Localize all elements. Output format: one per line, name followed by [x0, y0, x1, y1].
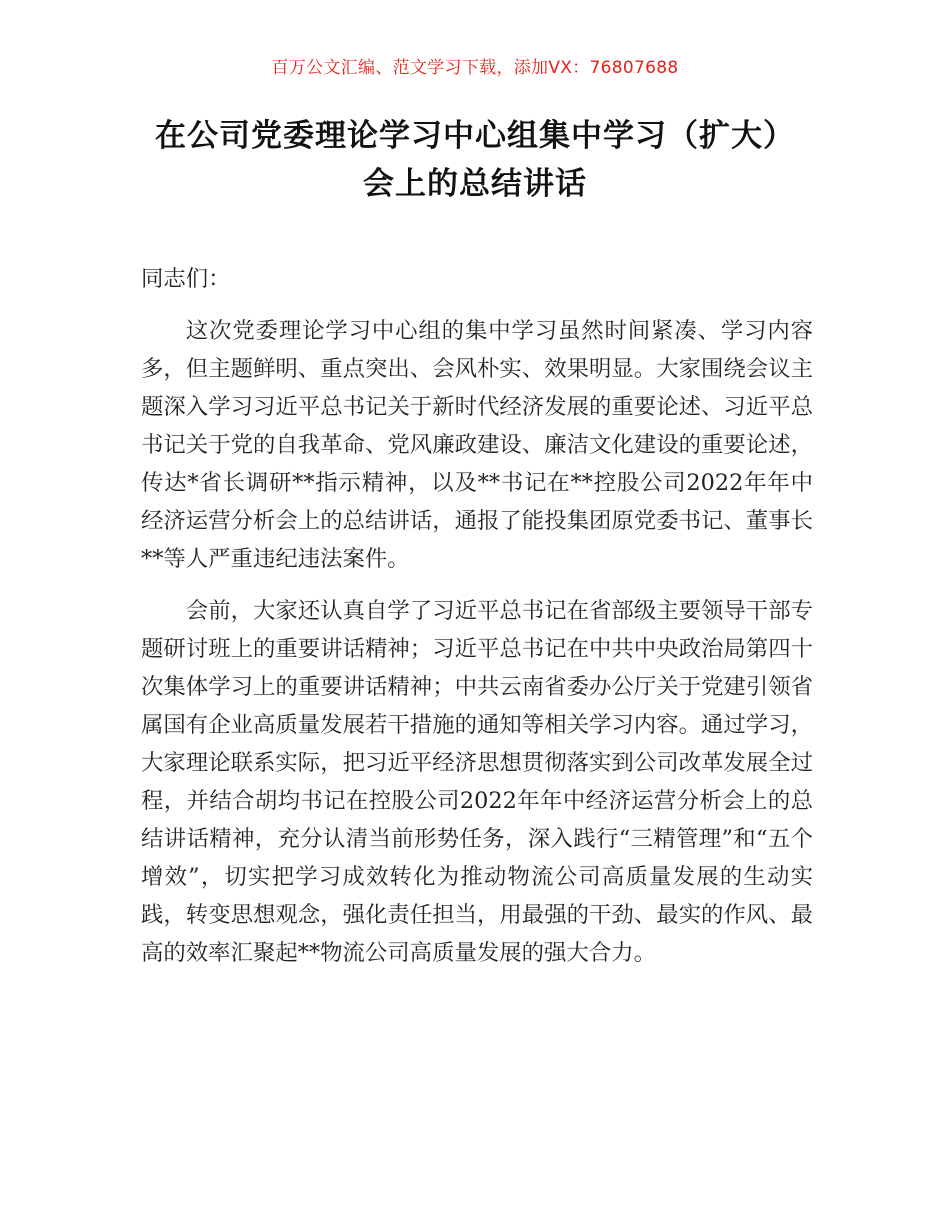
document-title: 在公司党委理论学习中心组集中学习（扩大）会上的总结讲话 — [155, 118, 795, 202]
paragraph-1: 这次党委理论学习中心组的集中学习虽然时间紧凑、学习内容多，但主题鲜明、重点突出、会风朴实、效果明显。大家围绕会议主题深入学习习近平总书记关于新时代经济发展的重要论述、习近平总书记关于党的自我革命、党风廉政建设、廉洁文化建设的重要论述，传达*省长调研**指示精神，以及**书记在**控股公司2022年年中经济运营分析会上的总结讲话，通报了能投集团原党委书记、董事长**等人严重违纪违法案件。 — [141, 318, 813, 572]
salutation: 同志们： — [141, 266, 231, 292]
header-banner: 百万公文汇编、范文学习下载，添加VX：76807688 — [271, 58, 679, 78]
paragraph-2: 会前，大家还认真自学了习近平总书记在省部级主要领导干部专题研讨班上的重要讲话精神；习近平总书记在中共中央政治局第四十次集体学习上的重要讲话精神；中共云南省委办公厅关于党建引领省属国有企业高质量发展若干措施的通知等相关学习内容。通过学习，大家理论联系实际，把习近平经济思想贯彻落实到公司改革发展全过程，并结合胡均书记在控股公司2022年年中经济运营分析会上的总结讲话精神，充分认清当前形势任务，深入践行“三精管理”和“五个增效”，切实把学习成效转化为推动物流公司高质量发展的生动实践，转变思想观念，强化责任担当，用最强的干劲、最实的作风、最高的效率汇聚起**物流公司高质量发展的强大合力。 — [141, 598, 813, 966]
document-body — [141, 260, 813, 986]
